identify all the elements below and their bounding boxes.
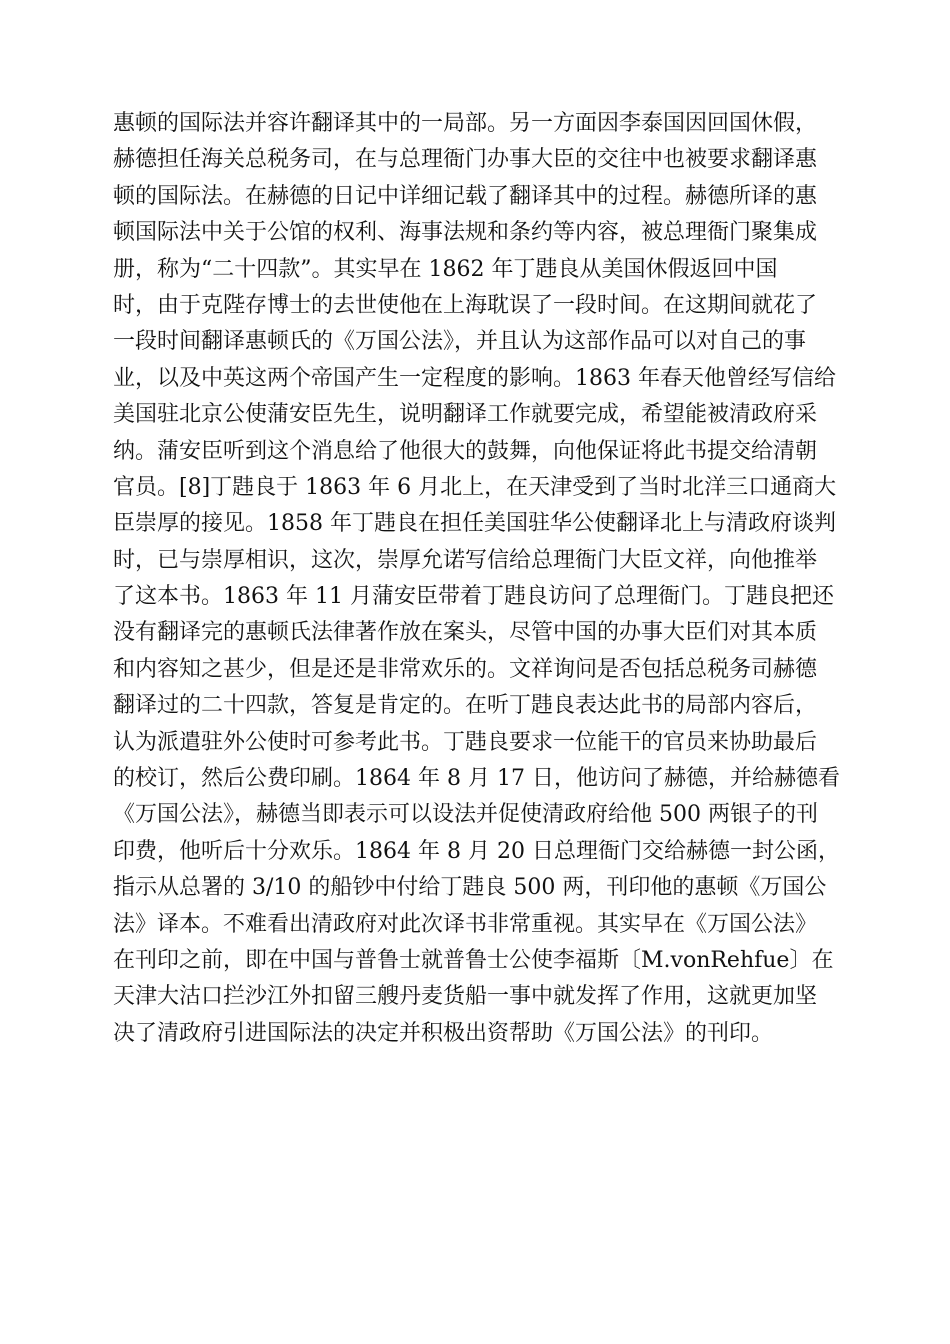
text-line: 官员。[8]丁韪良于 1863 年 6 月北上，在天津受到了当时北洋三口通商大 [113,474,837,500]
body-paragraph [113,106,853,1052]
text-line: 没有翻译完的惠顿氏法律著作放在案头，尽管中国的办事大臣们对其本质 [113,620,818,646]
text-line: 《万国公法》，赫德当即表示可以设法并促使清政府给他 500 两银子的刊 [113,802,818,828]
text-line: 的校订，然后公费印刷。1864 年 8 月 17 日，他访问了赫德，并给赫德看 [113,766,840,792]
text-line: 在刊印之前，即在中国与普鲁士就普鲁士公使李福斯〔M.vonRehfue〕在 [113,947,834,973]
text-line: 法》译本。不难看出清政府对此次译书非常重视。其实早在《万国公法》 [113,911,818,937]
text-line: 赫德担任海关总税务司，在与总理衙门办事大臣的交往中也被要求翻译惠 [113,147,818,173]
text-line: 册，称为“二十四款”。其实早在 1862 年丁韪良从美国休假返回中国 [113,256,778,282]
text-line: 了这本书。1863 年 11 月蒲安臣带着丁韪良访问了总理衙门。丁韪良把还 [113,584,834,610]
text-line: 指示从总署的 3/10 的船钞中付给丁韪良 500 两，刊印他的惠顿《万国公 [113,875,827,901]
text-line: 和内容知之甚少，但是还是非常欢乐的。文祥询问是否包括总税务司赫德 [113,656,818,682]
text-line: 顿国际法中关于公馆的权利、海事法规和条约等内容，被总理衙门聚集成 [113,220,818,246]
text-line: 决了清政府引进国际法的决定并积极出资帮助《万国公法》的刊印。 [113,1020,774,1046]
text-line: 时，已与崇厚相识，这次，崇厚允诺写信给总理衙门大臣文祥，向他推举 [113,547,818,573]
text-line: 翻译过的二十四款，答复是肯定的。在听丁韪良表达此书的局部内容后， [113,693,818,719]
text-line: 惠顿的国际法并容许翻译其中的一局部。另一方面因李泰国因回国休假， [113,111,818,136]
text-line: 纳。蒲安臣听到这个消息给了他很大的鼓舞，向他保证将此书提交给清朝 [113,438,818,464]
text-line: 一段时间翻译惠顿氏的《万国公法》，并且认为这部作品可以对自己的事 [113,329,807,355]
text-line: 时，由于克陛存博士的去世使他在上海耽误了一段时间。在这期间就花了 [113,292,818,318]
text-line: 认为派遣驻外公使时可参考此书。丁韪良要求一位能干的官员来协助最后 [113,729,818,755]
text-line: 臣崇厚的接见。1858 年丁韪良在担任美国驻华公使翻译北上与清政府谈判 [113,511,836,537]
text-line: 天津大沽口拦沙江外扣留三艘丹麦货船一事中就发挥了作用，这就更加坚 [113,984,818,1010]
text-line: 美国驻北京公使蒲安臣先生，说明翻译工作就要完成，希望能被清政府采 [113,402,818,428]
text-line: 业，以及中英这两个帝国产生一定程度的影响。1863 年春天他曾经写信给 [113,365,836,391]
text-line: 印费，他听后十分欢乐。1864 年 8 月 20 日总理衙门交给赫德一封公函， [113,838,840,864]
text-line: 顿的国际法。在赫德的日记中详细记载了翻译其中的过程。赫德所译的惠 [113,183,818,209]
